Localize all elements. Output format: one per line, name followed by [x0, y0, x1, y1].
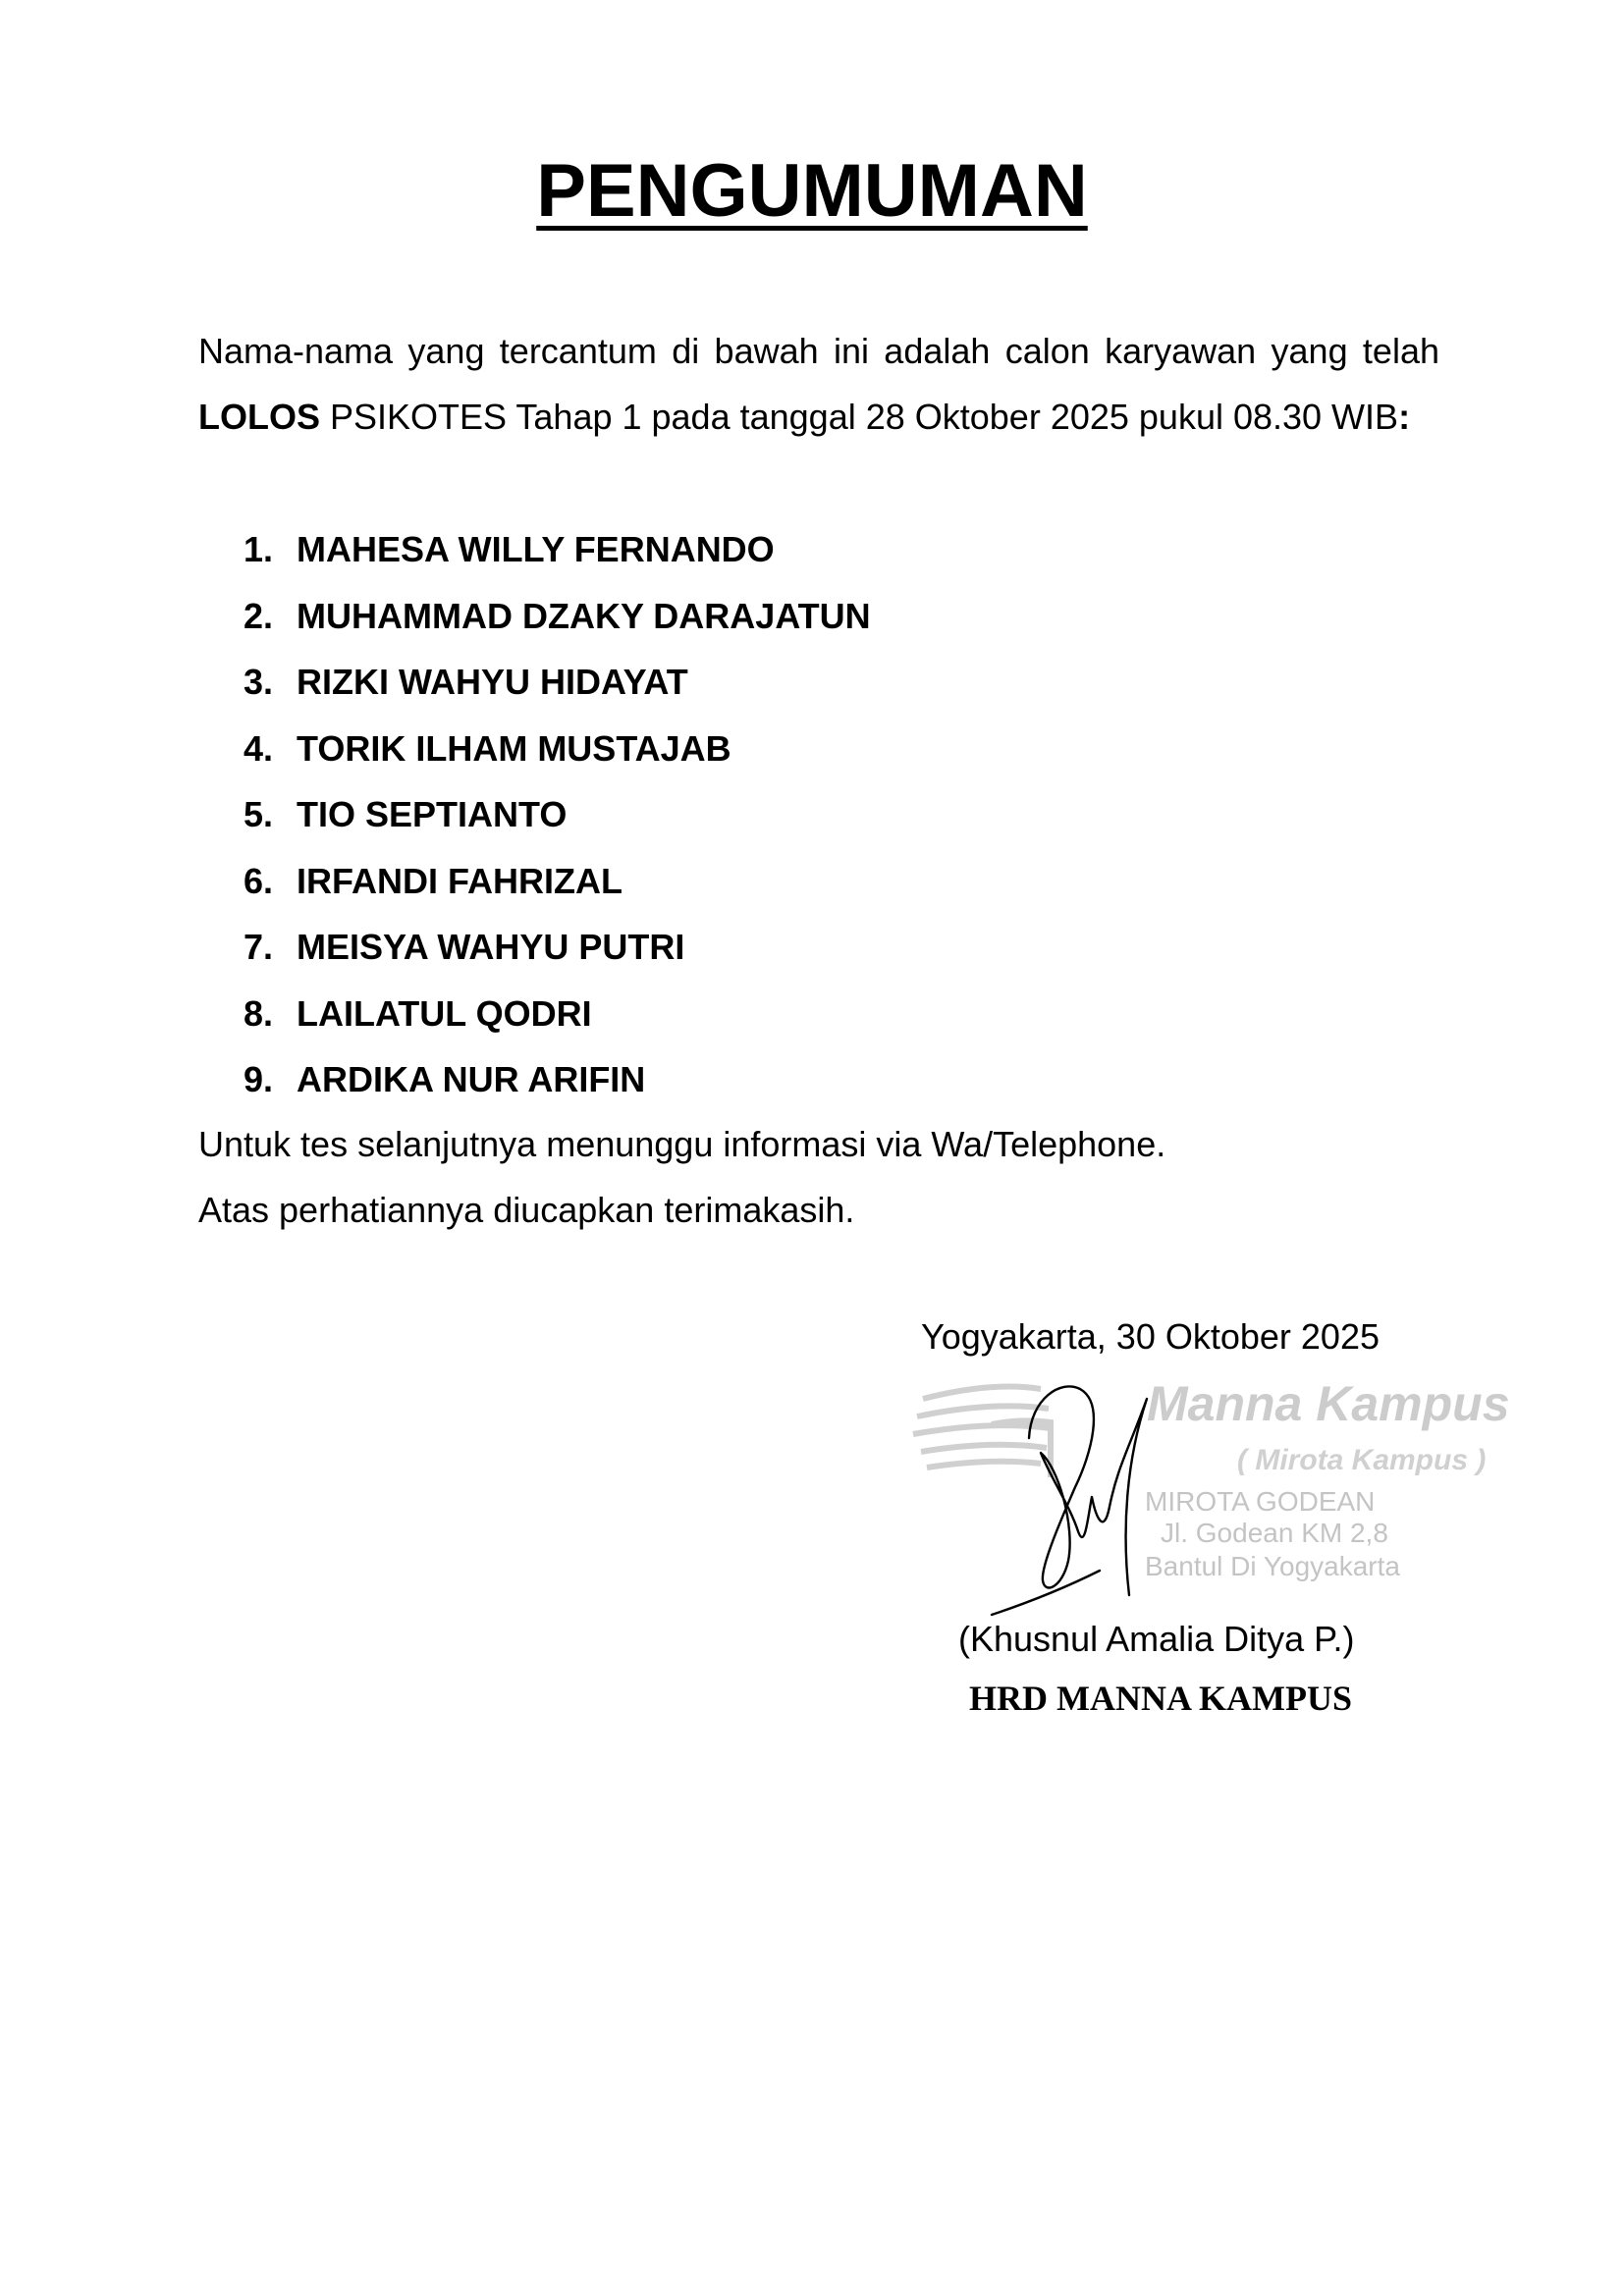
- candidate-name: TORIK ILHAM MUSTAJAB: [297, 727, 731, 769]
- stamp-line-2: Jl. Godean KM 2,8: [1161, 1518, 1388, 1548]
- list-number: 6.: [244, 860, 274, 901]
- page-title: [0, 147, 1624, 236]
- list-item: [244, 914, 871, 981]
- intro-emphasis: LOLOS: [198, 397, 320, 437]
- candidate-name: MUHAMMAD DZAKY DARAJATUN: [297, 595, 871, 636]
- list-item: [244, 516, 871, 583]
- signer-title: HRD MANNA KAMPUS: [969, 1679, 1352, 1718]
- intro-text-end: PSIKOTES Tahap 1 pada tanggal 28 Oktober 2025 pukul 08.30 WIB: [320, 397, 1399, 437]
- list-number: 8.: [244, 992, 274, 1034]
- list-number: 4.: [244, 727, 274, 769]
- list-number: 3.: [244, 662, 274, 702]
- stamp-line-3: Bantul Di Yogyakarta: [1145, 1551, 1400, 1581]
- title-text: PENGUMUMAN: [536, 149, 1088, 233]
- list-number: 1.: [244, 529, 274, 569]
- list-item: [244, 781, 871, 848]
- list-number: 9.: [244, 1059, 274, 1099]
- candidate-name: RIZKI WAHYU HIDAYAT: [297, 662, 688, 702]
- intro-text-start: Nama-nama yang tercantum di bawah ini adalah calon karyawan yang telah: [198, 331, 1439, 371]
- list-number: 7.: [244, 927, 274, 967]
- closing-line-thanks: Atas perhatiannya diucapkan terimakasih.: [198, 1190, 855, 1230]
- candidate-name: TIO SEPTIANTO: [297, 794, 568, 834]
- closing-text: [198, 1111, 1165, 1243]
- candidate-name: IRFANDI FAHRIZAL: [297, 860, 623, 901]
- list-item: [244, 981, 871, 1047]
- candidate-name: MAHESA WILLY FERNANDO: [297, 529, 775, 569]
- stamp-line-1: MIROTA GODEAN: [1145, 1486, 1376, 1517]
- stamp-subbrand: ( Mirota Kampus ): [1237, 1444, 1487, 1476]
- place-date: Yogyakarta, 30 Oktober 2025: [921, 1316, 1380, 1357]
- list-item: [244, 848, 871, 915]
- list-item: [244, 716, 871, 782]
- closing-line-info: Untuk tes selanjutnya menunggu informasi via Wa/Telephone.: [198, 1124, 1166, 1164]
- candidate-name: ARDIKA NUR ARIFIN: [297, 1059, 646, 1099]
- list-number: 2.: [244, 595, 274, 636]
- candidate-name: MEISYA WAHYU PUTRI: [297, 927, 685, 967]
- intro-colon: :: [1398, 397, 1411, 437]
- intro-paragraph: [198, 318, 1439, 450]
- stamp-brand: Manna Kampus: [1147, 1376, 1510, 1431]
- candidate-list: [244, 516, 871, 1113]
- list-item: [244, 583, 871, 650]
- candidate-name: LAILATUL QODRI: [297, 992, 592, 1034]
- list-item: [244, 1046, 871, 1113]
- signer-name: (Khusnul Amalia Ditya P.): [958, 1619, 1355, 1659]
- handwritten-signature: [982, 1360, 1198, 1625]
- list-number: 5.: [244, 794, 274, 834]
- list-item: [244, 649, 871, 716]
